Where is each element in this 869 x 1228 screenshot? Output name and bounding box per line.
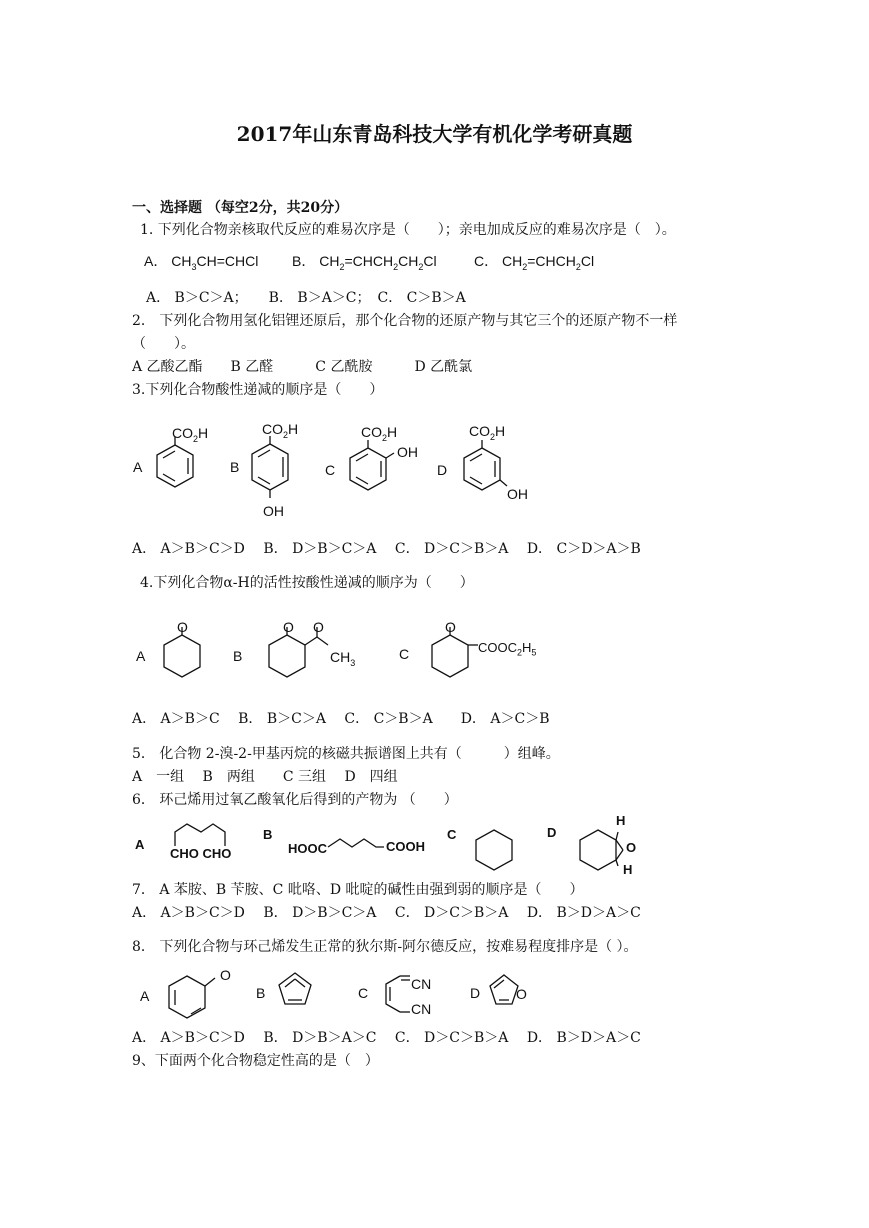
q4-label-c: C: [399, 646, 410, 662]
q6-label-c: C: [447, 827, 457, 842]
q8-cn-top: CN: [411, 976, 432, 992]
q4-label-b: B: [233, 648, 243, 664]
q8-oxygen-a: O: [220, 967, 231, 983]
q4-cooet: $COOC_2H_5$: [478, 640, 537, 658]
q8-structure-a: [167, 968, 227, 1024]
q8-label-b: B: [256, 985, 266, 1001]
q8-label-c: C: [358, 985, 369, 1001]
q6-structure-b: [328, 835, 388, 855]
q3-co2h-d: $CO_2H$: [469, 423, 506, 442]
q8-oxygen-d: O: [516, 986, 527, 1002]
q3-oh-d: OH: [507, 486, 528, 502]
q6-h-bottom: H: [623, 862, 633, 877]
q3-stem: 3.下列化合物酸性递减的顺序是（ ）: [132, 382, 384, 398]
q6-structure-c: [475, 828, 515, 872]
q5-options: A 一组 B 两组 C 三组 D 四组: [132, 769, 398, 785]
q3-co2h-c: $CO_2H$: [361, 424, 398, 443]
q1-stem: 1. 下列化合物亲核取代反应的难易次序是（ ）；亲电加成反应的难易次序是（ ）。: [140, 222, 676, 238]
q8-options: A． A＞B＞C＞D B． D＞B＞A＞C C． D＞C＞B＞A D． B＞D＞A＞C: [132, 1030, 641, 1046]
q3-options: A． A＞B＞C＞D B． D＞B＞C＞A C． D＞C＞B＞A D． C＞D＞A＞B: [132, 541, 641, 557]
q3-label-d: D: [437, 462, 448, 478]
q8-stem: 8． 下列化合物与环己烯发生正常的狄尔斯-阿尔德反应，按难易程度排序是（ ）。: [132, 939, 638, 955]
q7-stem: 7． A 苯胺、B 苄胺、C 吡咯、D 吡啶的碱性由强到弱的顺序是（ ）: [132, 882, 584, 898]
q6-label-a: A: [135, 837, 145, 852]
q6-label-d: D: [547, 825, 557, 840]
q4-label-a: A: [136, 648, 146, 664]
q3-oh-c: OH: [397, 444, 418, 460]
q8-cn-bottom: CN: [411, 1001, 432, 1017]
q4-options: A． A＞B＞C B． B＞C＞A C． C＞B＞A D． A＞C＞B: [132, 711, 550, 727]
q6-stem: 6． 环己烯用过氧乙酸氧化后得到的产物为 （ ）: [132, 792, 458, 808]
q4-oxygen-c: O: [445, 619, 456, 635]
q3-label-a: A: [133, 459, 143, 475]
q8-label-d: D: [470, 985, 481, 1001]
q4-oxygen-b2: O: [313, 619, 324, 635]
q1-compound-a: A． $CH_3CH=CHCl$: [144, 253, 259, 272]
q4-stem: 4.下列化合物α-H的活性按酸性递减的顺序为（ ）: [140, 575, 474, 591]
q3-label-b: B: [230, 459, 240, 475]
q4-ch3: $CH_3$: [330, 649, 356, 668]
q8-label-a: A: [140, 988, 150, 1004]
q6-h-top: H: [616, 813, 626, 828]
q2-stem-line2: （ ）。: [132, 336, 195, 352]
q4-oxygen-b1: O: [283, 619, 294, 635]
q4-oxygen-a: O: [177, 619, 188, 635]
q6-cooh: COOH: [386, 839, 425, 854]
q2-options: A 乙酸乙酯 B 乙醛 C 乙酰胺 D 乙酰氯: [132, 359, 473, 375]
q3-co2h-a: $CO_2H$: [172, 425, 209, 444]
q1-compound-c: C． $CH_2=CHCH_2Cl$: [474, 253, 595, 272]
q2-stem-line1: 2． 下列化合物用氢化铝锂还原后，那个化合物的还原产物与其它三个的还原产物不一样: [132, 313, 678, 329]
q1-options: A． B＞C＞A； B． B＞A＞C； C． C＞B＞A: [146, 290, 466, 306]
q6-label-b: B: [263, 827, 273, 842]
q9-stem: 9、下面两个化合物稳定性高的是（ ）: [132, 1053, 379, 1069]
q3-co2h-b: $CO_2H$: [262, 421, 299, 440]
page-title: 2017年山东青岛科技大学有机化学考研真题: [236, 122, 633, 146]
section-heading: 一、选择题 （每空2分，共20分）: [132, 200, 349, 216]
q3-label-c: C: [325, 462, 336, 478]
q6-hooc: HOOC: [288, 841, 327, 856]
q3-structure-b: [245, 440, 305, 510]
q6-cho-a: CHO CHO: [170, 846, 232, 861]
q3-oh-b: OH: [263, 503, 284, 519]
q5-stem: 5． 化合物 2-溴-2-甲基丙烷的核磁共振谱图上共有（ ）组峰。: [132, 746, 560, 762]
q1-compound-b: B． $CH_2=CHCH_2CH_2Cl$: [292, 253, 437, 272]
q6-o-epoxide: O: [626, 840, 637, 855]
q8-structure-b: [275, 970, 315, 1010]
q7-options: A． A＞B＞C＞D B． D＞B＞C＞A C． D＞C＞B＞A D． B＞D＞A＞C: [132, 905, 641, 921]
